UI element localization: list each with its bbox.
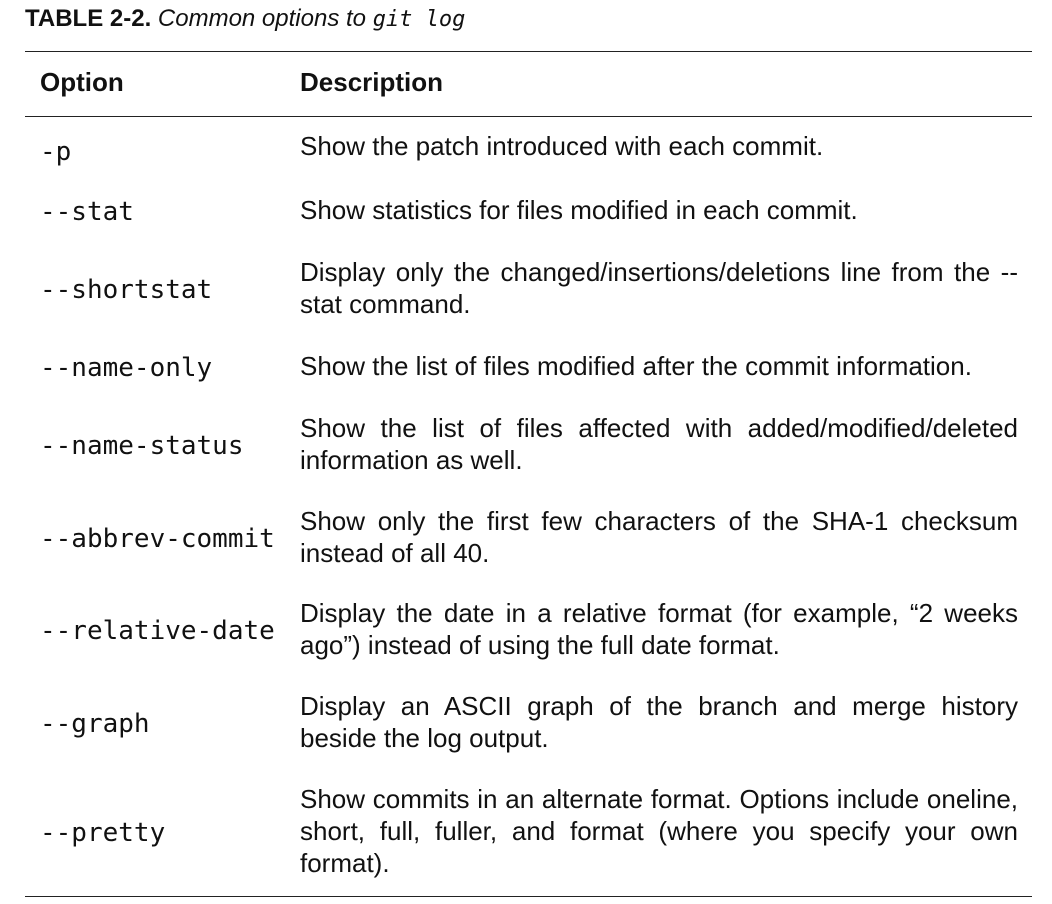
column-header-description: Description bbox=[300, 67, 444, 97]
option-cell: --name-only bbox=[40, 353, 213, 383]
table-title-code: git log bbox=[372, 7, 466, 32]
description-cell: Show statistics for files modified in each commit. bbox=[300, 195, 858, 225]
table-number: TABLE 2-2. bbox=[25, 5, 152, 32]
table-header-rule bbox=[25, 116, 1032, 117]
table-caption bbox=[25, 4, 465, 35]
option-cell: --stat bbox=[40, 197, 134, 227]
option-cell: --abbrev-commit bbox=[40, 524, 275, 554]
option-cell: --pretty bbox=[40, 818, 166, 848]
description-cell: Show the list of files modified after the commit information. bbox=[300, 351, 972, 381]
table-bottom-rule bbox=[25, 896, 1032, 897]
option-cell: -p bbox=[40, 137, 72, 167]
description-cell: Display only the changed/insertions/deletions line from the --stat command. bbox=[300, 257, 1018, 319]
option-cell: --name-status bbox=[40, 431, 244, 461]
description-cell: Show the list of files affected with added/modified/deleted information as well. bbox=[300, 413, 1018, 475]
option-cell: --graph bbox=[40, 709, 150, 739]
table-title: Common options to bbox=[157, 5, 367, 32]
column-header-option: Option bbox=[40, 67, 124, 97]
option-cell: --relative-date bbox=[40, 616, 275, 646]
description-cell: Show commits in an alternate format. Options include oneline, short, full, fuller, and format (where you specify your own format). bbox=[300, 784, 1018, 878]
option-cell: --shortstat bbox=[40, 275, 213, 305]
description-cell: Display the date in a relative format (for example, “2 weeks ago”) instead of using the full date format. bbox=[300, 598, 1018, 660]
table-header-row bbox=[0, 52, 1052, 116]
description-cell: Display an ASCII graph of the branch and merge history beside the log output. bbox=[300, 691, 1018, 753]
description-cell: Show only the first few characters of the SHA-1 checksum instead of all 40. bbox=[300, 506, 1018, 568]
description-cell: Show the patch introduced with each commit. bbox=[300, 131, 824, 161]
